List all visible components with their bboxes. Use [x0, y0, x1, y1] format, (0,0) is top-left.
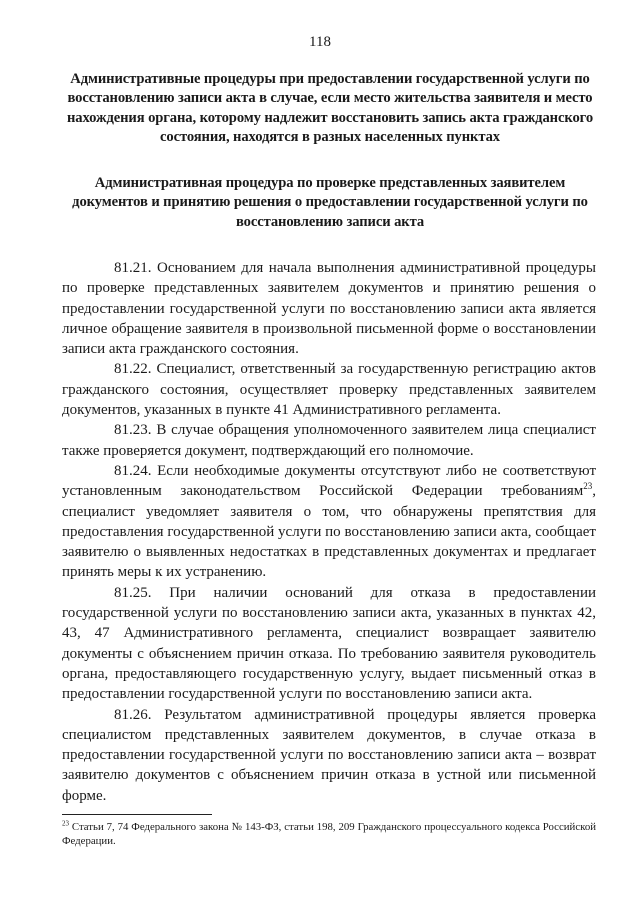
paragraph-81-23: 81.23. В случае обращения уполномоченного заявителем лица специалист также проверяется документ, подтверждающий его полномочие. — [62, 422, 596, 459]
paragraph-81-26: 81.26. Результатом административной процедуры является проверка специалистом представленных заявителем документов, в случае отказа в предоставлении государственной услуги по восстановлению записи акта – возврат заявителю документов с объяснением причин отказа в устной или письменной форме. — [62, 706, 596, 804]
footnote-divider — [62, 814, 212, 815]
paragraph-81-22: 81.22. Специалист, ответственный за государственную регистрацию актов гражданского состояния, осуществляет проверку представленных заявителем документов, указанных в пункте 41 Административного регламента. — [62, 361, 596, 419]
footnote — [62, 820, 596, 848]
paragraph-81-25: 81.25. При наличии оснований для отказа в предоставлении государственной услуги по восстановлению записи акта, указанных в пунктах 42, 43, 47 Административного регламента, специалист возвращает заявителю документы с объяснением причин отказа. По требованию заявителя руководитель органа, предоставляющего государственную услугу, выдает письменный отказ в предоставлении государственной услуги по восстановлению записи акта. — [62, 584, 596, 703]
footnote-mark: 23 — [62, 819, 69, 828]
section-title: Административные процедуры при предоставлении государственной услуги по восстановлению записи акта в случае, если место жительства заявителя и место нахождения органа, которому надлежит восстановить запись акта гражданского состояния, находятся в разных населенных пунктах — [66, 71, 594, 146]
document-body — [62, 258, 596, 806]
subsection-title: Административная процедура по проверке представленных заявителем документов и принятию решения о предоставлении государственной услуги по восстановлению записи акта — [72, 175, 588, 230]
paragraph-81-24 — [62, 461, 596, 583]
paragraph-81-24-start: 81.24. Если необходимые документы отсутствуют либо не соответствуют установленным законодательством Российской Федерации требованиям — [62, 462, 596, 500]
footnote-reference: 23 — [583, 481, 593, 492]
page-number: 118 — [309, 34, 331, 50]
paragraph-81-21: 81.21. Основанием для начала выполнения административной процедуры по проверке представленных заявителем документов и принятию решения о предоставлении государственной услуги по восстановлению записи акта является личное обращение заявителя в произвольной письменной форме о восстановлении записи акта гражданского состояния. — [62, 260, 596, 358]
footnote-text: Статьи 7, 74 Федерального закона № 143-ФЗ, статьи 198, 209 Гражданского процессуального кодекса Российской Федерации. — [62, 821, 596, 847]
paragraph-81-24-end: , специалист уведомляет заявителя о том, что обнаружены препятствия для предоставления государственной услуги по восстановлению записи акта, сообщает заявителю о выявленных недостатках в представленных документах и предлагает принять меры к их устранению. — [62, 483, 596, 581]
